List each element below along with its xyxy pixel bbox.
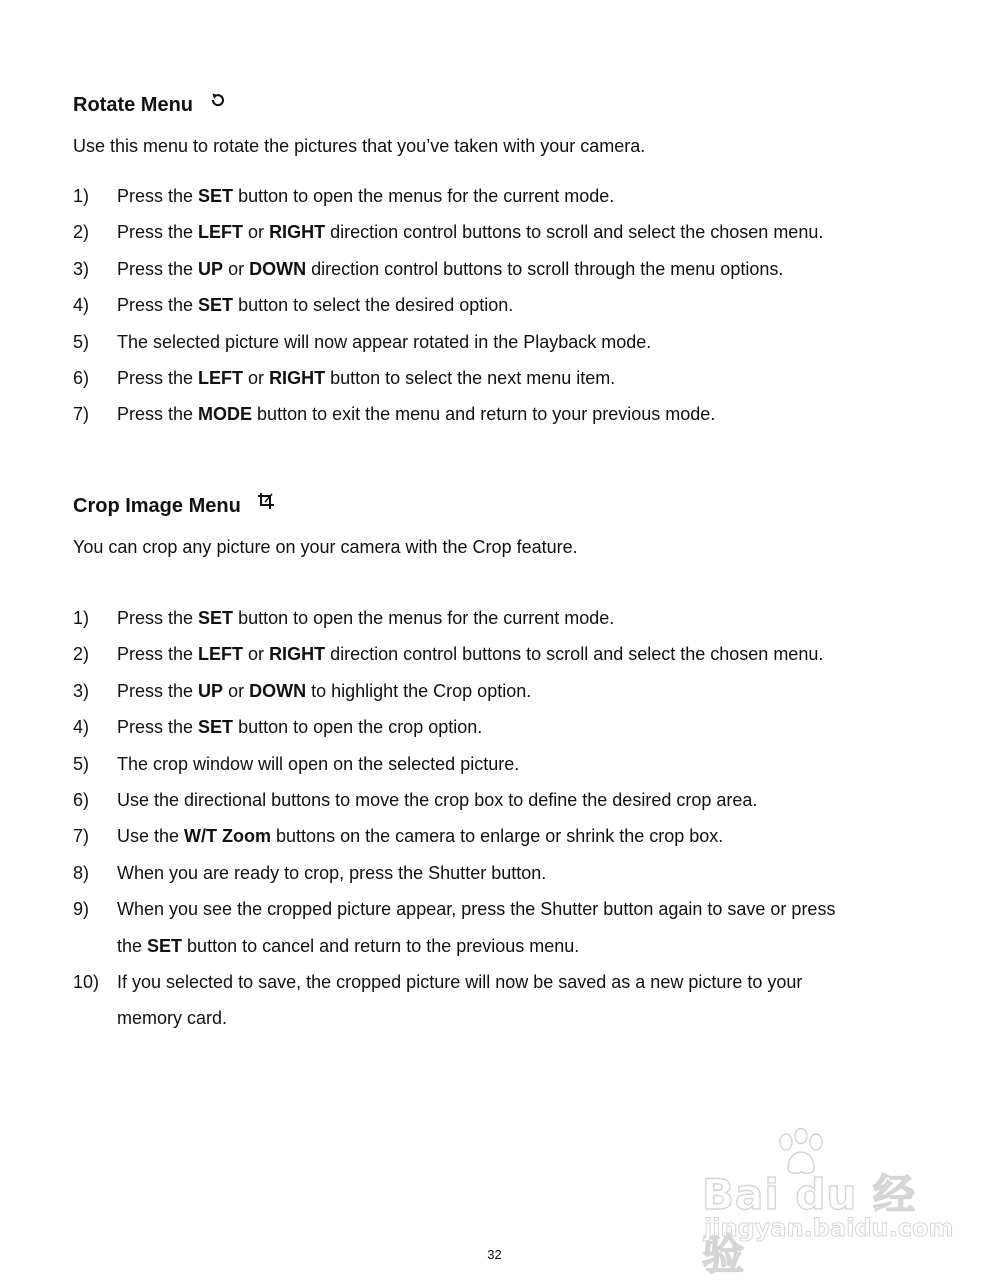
step-keyword: RIGHT [269, 644, 326, 665]
step-keyword: MODE [198, 404, 253, 425]
baidu-watermark [700, 1128, 954, 1279]
step-text: Press the [117, 608, 199, 628]
step-keyword: LEFT [198, 222, 244, 243]
step-text: direction control buttons to scroll and select the chosen menu. [325, 222, 824, 243]
crop-menu-heading [73, 494, 913, 518]
list-item [73, 636, 913, 672]
step-number: 3) [73, 680, 90, 701]
list-item [73, 928, 913, 964]
list-item [73, 360, 913, 396]
step-text: or [223, 680, 250, 701]
step-text: the [117, 935, 148, 956]
list-item [73, 709, 913, 745]
step-number: 8) [73, 862, 90, 883]
step-number: 4) [73, 717, 90, 738]
step-number: 6) [73, 790, 90, 811]
step-keyword: SET [198, 186, 234, 206]
step-text: button to exit the menu and return to your previous mode. [252, 404, 716, 425]
step-text: Press the [117, 404, 199, 425]
step-text: Press the [117, 717, 199, 738]
list-item [73, 673, 913, 709]
step-text: direction control buttons to scroll and select the chosen menu. [325, 644, 824, 665]
step-number: 5) [73, 753, 90, 774]
step-keyword: SET [198, 295, 234, 316]
step-number: 2) [73, 644, 90, 665]
step-text: The selected picture will now appear rotated in the Playback mode. [117, 331, 652, 352]
step-number: 10) [73, 972, 100, 993]
step-keyword: LEFT [198, 644, 244, 665]
step-number: 4) [73, 295, 90, 316]
step-text: to highlight the Crop option. [306, 680, 532, 701]
step-keyword: SET [198, 608, 234, 628]
step-number: 3) [73, 258, 90, 279]
step-number: 2) [73, 222, 90, 243]
rotate-menu-heading [73, 93, 913, 117]
crop-menu-title: Crop Image Menu [73, 495, 241, 517]
step-text: button to open the crop option. [233, 717, 483, 738]
step-text: button to open the menus for the current mode. [233, 608, 615, 628]
step-text: When you are ready to crop, press the Shutter button. [117, 862, 547, 883]
step-text: memory card. [117, 1008, 228, 1029]
step-number: 7) [73, 826, 90, 847]
list-item [73, 251, 913, 287]
rotate-menu-title: Rotate Menu [73, 94, 193, 116]
list-item [73, 600, 913, 636]
step-text: button to cancel and return to the previous menu. [182, 935, 580, 956]
step-text: The crop window will open on the selected picture. [117, 753, 520, 774]
step-number: 6) [73, 368, 90, 389]
step-keyword: DOWN [249, 258, 307, 279]
step-number: 1) [73, 186, 90, 206]
list-item [73, 287, 913, 323]
list-item [73, 1000, 913, 1036]
crop-menu-section [73, 494, 913, 1037]
list-item [73, 855, 913, 891]
list-item [73, 396, 913, 432]
list-item [73, 178, 913, 214]
rotate-steps-list [73, 178, 913, 433]
step-text: Press the [117, 680, 199, 701]
page-number: 32 [487, 1247, 502, 1262]
step-number: 5) [73, 331, 90, 352]
step-text: or [243, 222, 270, 243]
step-text: Press the [117, 368, 199, 389]
step-keyword: W/T Zoom [184, 826, 272, 847]
crop-icon [257, 492, 275, 510]
step-keyword: SET [147, 935, 183, 956]
step-keyword: DOWN [249, 680, 307, 701]
rotate-icon [209, 91, 227, 109]
list-item [73, 746, 913, 782]
step-text: Use the [117, 826, 185, 847]
step-text: Press the [117, 644, 199, 665]
step-text: or [223, 258, 250, 279]
step-keyword: RIGHT [269, 222, 326, 243]
step-text: Press the [117, 186, 199, 206]
list-item [73, 782, 913, 818]
step-text: button to select the next menu item. [325, 368, 616, 389]
step-number: 9) [73, 899, 90, 920]
step-text: If you selected to save, the cropped picture will now be saved as a new picture to your [117, 972, 803, 993]
step-keyword: RIGHT [269, 368, 326, 389]
list-item [73, 818, 913, 854]
step-text: Press the [117, 295, 199, 316]
step-keyword: LEFT [198, 368, 244, 389]
watermark-url: jingyan.baidu.com [704, 1214, 954, 1242]
crop-menu-intro: You can crop any picture on your camera with the Crop feature. [73, 537, 578, 557]
crop-steps-list [73, 600, 913, 1037]
rotate-menu-intro: Use this menu to rotate the pictures that you’ve taken with your camera. [73, 136, 646, 156]
step-text: button to open the menus for the current mode. [233, 186, 615, 206]
rotate-menu-section [73, 93, 913, 433]
step-text: Press the [117, 222, 199, 243]
step-text: or [243, 644, 270, 665]
list-item [73, 964, 913, 1000]
step-text: When you see the cropped picture appear, press the Shutter button again to save or press [117, 899, 836, 920]
step-number: 7) [73, 404, 90, 425]
list-item [73, 891, 913, 927]
step-keyword: SET [198, 717, 234, 738]
list-item [73, 214, 913, 250]
step-keyword: UP [198, 258, 224, 279]
step-keyword: UP [198, 680, 224, 701]
step-text: or [243, 368, 270, 389]
step-text: Press the [117, 258, 199, 279]
step-text: button to select the desired option. [233, 295, 514, 316]
list-item [73, 324, 913, 360]
step-text: direction control buttons to scroll through the menu options. [306, 258, 784, 279]
step-text: buttons on the camera to enlarge or shrink the crop box. [271, 826, 724, 847]
step-text: Use the directional buttons to move the crop box to define the desired crop area. [117, 790, 758, 811]
watermark-brand: Bai du 经验 [702, 1170, 916, 1279]
step-number: 1) [73, 608, 90, 628]
